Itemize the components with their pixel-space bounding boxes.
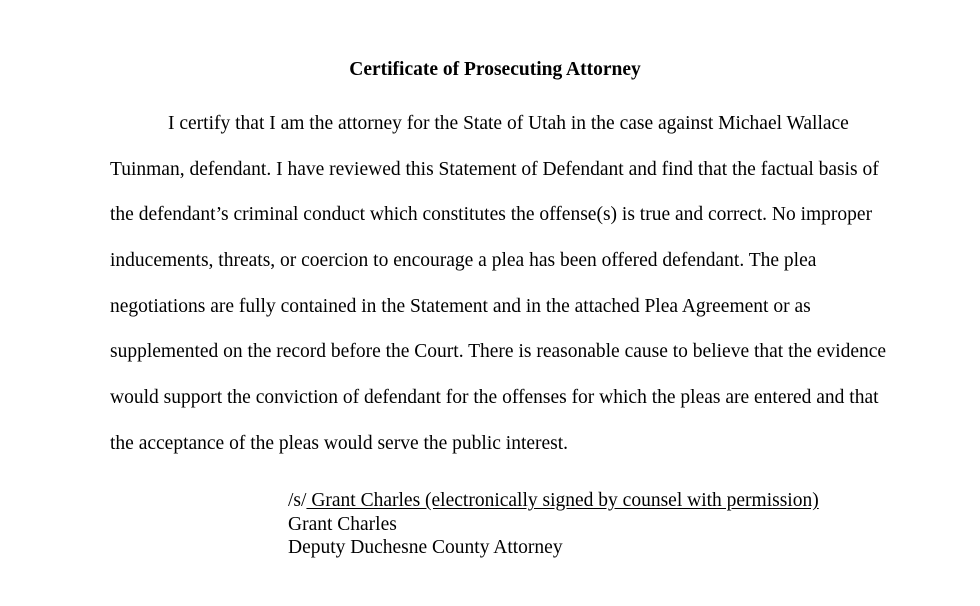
paragraph-line: supplemented on the record before the Court. There is reasonable cause to believe that the evidence: [110, 341, 887, 363]
paragraph-line: the acceptance of the pleas would serve the public interest.: [110, 432, 569, 454]
paragraph-line: I certify that I am the attorney for the State of Utah in the case against Michael Wallace: [168, 113, 849, 134]
signature-block: [288, 489, 819, 560]
paragraph-line: would support the conviction of defendant for the offenses for which the pleas are entered and that: [110, 387, 879, 409]
paragraph-line: the defendant’s criminal conduct which constitutes the offense(s) is true and correct. No improper: [110, 204, 873, 226]
paragraph-line: negotiations are fully contained in the Statement and in the attached Plea Agreement or as: [110, 295, 811, 317]
signature-prefix: /s/: [288, 490, 307, 511]
signer-name: Grant Charles: [288, 513, 397, 535]
document-title: Certificate of Prosecuting Attorney: [349, 59, 641, 80]
paragraph-line: Tuinman, defendant. I have reviewed this Statement of Defendant and find that the factual basis of: [110, 158, 879, 180]
electronic-signature-line: [288, 489, 819, 513]
paragraph-line: inducements, threats, or coercion to encourage a plea has been offered defendant. The plea: [110, 250, 817, 272]
certification-paragraph: [110, 101, 890, 467]
signer-title: Deputy Duchesne County Attorney: [288, 537, 563, 558]
electronic-signature: Grant Charles (electronically signed by counsel with permission): [306, 490, 819, 511]
